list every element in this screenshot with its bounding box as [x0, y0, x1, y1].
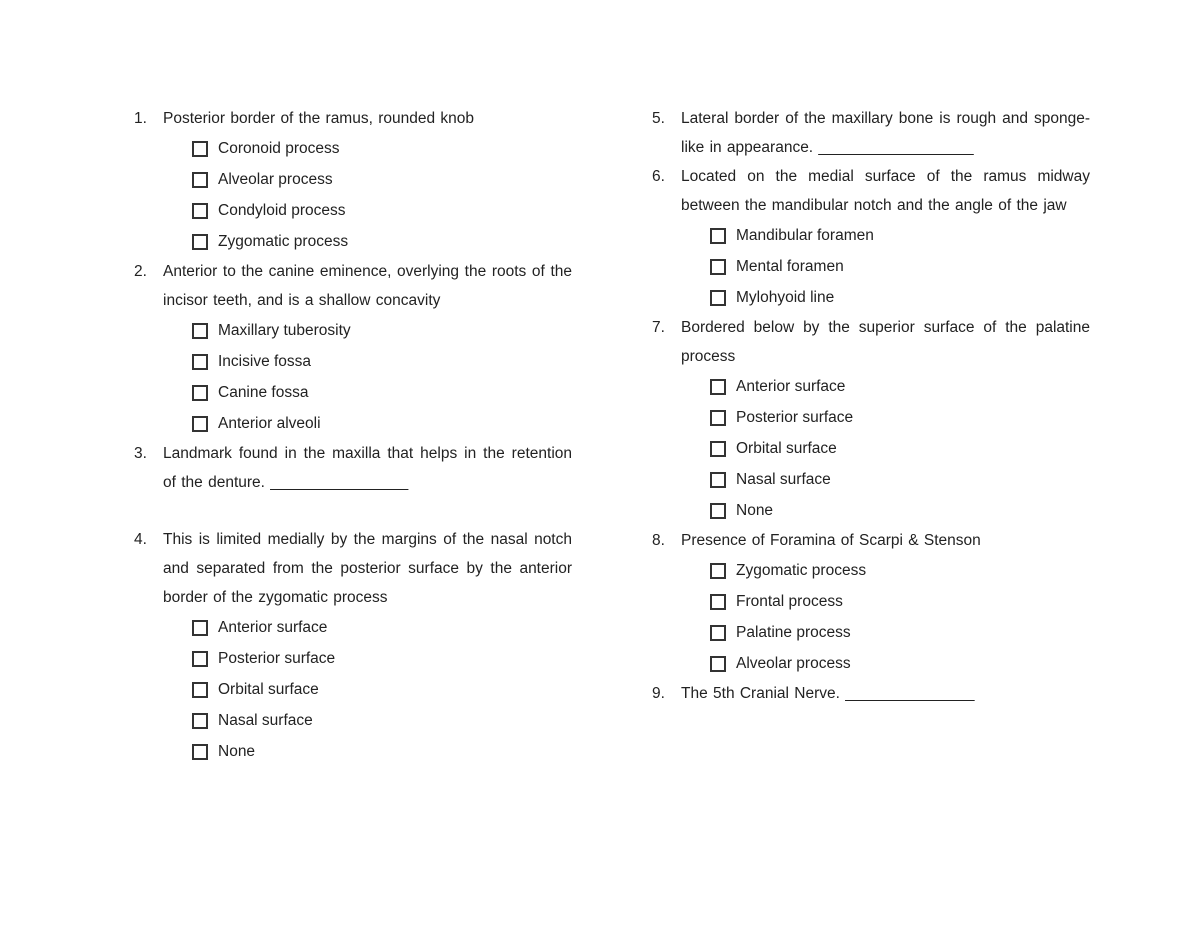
option-label: Maxillary tuberosity — [218, 321, 351, 339]
option-zygomatic-process[interactable] — [710, 555, 1090, 586]
checkbox-icon[interactable] — [710, 228, 726, 244]
question-6 — [652, 162, 1090, 313]
question-number: 9. — [652, 685, 665, 702]
option-label: Alveolar process — [218, 170, 333, 188]
question-7 — [652, 313, 1090, 526]
option-canine-fossa[interactable] — [192, 377, 572, 408]
option-posterior-surface[interactable] — [710, 402, 1090, 433]
option-nasal-surface[interactable] — [710, 464, 1090, 495]
option-none[interactable] — [192, 736, 572, 767]
question-text[interactable]: Landmark found in the maxilla that helps in the retention of the denture. ________________ — [163, 445, 572, 491]
options-list — [681, 371, 1090, 526]
question-text[interactable]: The 5th Cranial Nerve. _______________ — [681, 685, 975, 702]
checkbox-icon[interactable] — [192, 744, 208, 760]
question-text: Located on the medial surface of the ramus midway between the mandibular notch and the angle of the jaw — [681, 168, 1090, 214]
option-nasal-surface[interactable] — [192, 705, 572, 736]
option-mylohyoid-line[interactable] — [710, 282, 1090, 313]
question-number: 7. — [652, 319, 665, 336]
option-none[interactable] — [710, 495, 1090, 526]
left-column — [134, 104, 572, 767]
checkbox-icon[interactable] — [710, 503, 726, 519]
checkbox-icon[interactable] — [710, 656, 726, 672]
checkbox-icon[interactable] — [192, 651, 208, 667]
option-label: None — [218, 742, 256, 760]
option-label: Anterior alveoli — [218, 414, 321, 432]
option-label: Palatine process — [736, 623, 851, 641]
checkbox-icon[interactable] — [192, 172, 208, 188]
option-zygomatic-process[interactable] — [192, 226, 572, 257]
checkbox-icon[interactable] — [192, 385, 208, 401]
question-3 — [134, 439, 572, 497]
checkbox-icon[interactable] — [192, 682, 208, 698]
checkbox-icon[interactable] — [192, 323, 208, 339]
option-label: None — [736, 501, 774, 519]
checkbox-icon[interactable] — [710, 441, 726, 457]
option-label: Posterior surface — [218, 649, 336, 667]
option-incisive-fossa[interactable] — [192, 346, 572, 377]
question-number: 2. — [134, 263, 147, 280]
question-number: 8. — [652, 532, 665, 549]
option-label: Canine fossa — [218, 383, 309, 401]
checkbox-icon[interactable] — [192, 141, 208, 157]
option-anterior-alveoli[interactable] — [192, 408, 572, 439]
question-text: This is limited medially by the margins of the nasal notch and separated from the posterior surface by the anterior border of the zygomatic process — [163, 531, 572, 606]
checkbox-icon[interactable] — [710, 625, 726, 641]
question-2 — [134, 257, 572, 439]
option-label: Anterior surface — [218, 618, 328, 636]
checkbox-icon[interactable] — [192, 234, 208, 250]
checkbox-icon[interactable] — [710, 410, 726, 426]
option-label: Posterior surface — [736, 408, 854, 426]
question-text: Anterior to the canine eminence, overlying the roots of the incisor teeth, and is a shallow concavity — [163, 263, 572, 309]
checkbox-icon[interactable] — [192, 620, 208, 636]
options-list — [681, 220, 1090, 313]
question-4 — [134, 525, 572, 767]
option-alveolar-process[interactable] — [192, 164, 572, 195]
option-label: Anterior surface — [736, 377, 846, 395]
option-label: Mental foramen — [736, 257, 844, 275]
right-column — [652, 104, 1090, 708]
options-list — [681, 555, 1090, 679]
option-label: Coronoid process — [218, 139, 340, 157]
question-text: Presence of Foramina of Scarpi & Stenson — [681, 532, 981, 549]
option-anterior-surface[interactable] — [192, 612, 572, 643]
option-orbital-surface[interactable] — [192, 674, 572, 705]
checkbox-icon[interactable] — [710, 594, 726, 610]
question-number: 6. — [652, 168, 665, 185]
checkbox-icon[interactable] — [710, 259, 726, 275]
question-number: 4. — [134, 531, 147, 548]
option-label: Mandibular foramen — [736, 226, 874, 244]
option-label: Nasal surface — [218, 711, 313, 729]
question-number: 1. — [134, 110, 147, 127]
option-label: Zygomatic process — [736, 561, 867, 579]
question-text: Bordered below by the superior surface of the palatine process — [681, 319, 1090, 365]
option-label: Alveolar process — [736, 654, 851, 672]
option-anterior-surface[interactable] — [710, 371, 1090, 402]
option-label: Incisive fossa — [218, 352, 312, 370]
spacer — [134, 497, 572, 525]
option-frontal-process[interactable] — [710, 586, 1090, 617]
option-label: Condyloid process — [218, 201, 346, 219]
options-list — [163, 315, 572, 439]
option-palatine-process[interactable] — [710, 617, 1090, 648]
option-label: Mylohyoid line — [736, 288, 835, 306]
option-label: Orbital surface — [218, 680, 319, 698]
option-coronoid-process[interactable] — [192, 133, 572, 164]
checkbox-icon[interactable] — [192, 203, 208, 219]
checkbox-icon[interactable] — [710, 563, 726, 579]
question-1 — [134, 104, 572, 257]
question-number: 3. — [134, 445, 147, 462]
option-condyloid-process[interactable] — [192, 195, 572, 226]
options-list — [163, 612, 572, 767]
question-9 — [652, 679, 1090, 708]
checkbox-icon[interactable] — [710, 472, 726, 488]
option-label: Zygomatic process — [218, 232, 349, 250]
question-text: Posterior border of the ramus, rounded knob — [163, 110, 475, 127]
option-mental-foramen[interactable] — [710, 251, 1090, 282]
option-label: Nasal surface — [736, 470, 831, 488]
checkbox-icon[interactable] — [710, 290, 726, 306]
question-5 — [652, 104, 1090, 162]
question-text[interactable]: Lateral border of the maxillary bone is rough and sponge-like in appearance. __________________ — [681, 110, 1090, 156]
option-label: Orbital surface — [736, 439, 837, 457]
checkbox-icon[interactable] — [192, 416, 208, 432]
options-list — [163, 133, 572, 257]
option-alveolar-process[interactable] — [710, 648, 1090, 679]
option-label: Frontal process — [736, 592, 843, 610]
option-orbital-surface[interactable] — [710, 433, 1090, 464]
checkbox-icon[interactable] — [192, 354, 208, 370]
question-8 — [652, 526, 1090, 679]
checkbox-icon[interactable] — [710, 379, 726, 395]
option-mandibular-foramen[interactable] — [710, 220, 1090, 251]
question-number: 5. — [652, 110, 665, 127]
option-maxillary-tuberosity[interactable] — [192, 315, 572, 346]
option-posterior-surface[interactable] — [192, 643, 572, 674]
checkbox-icon[interactable] — [192, 713, 208, 729]
